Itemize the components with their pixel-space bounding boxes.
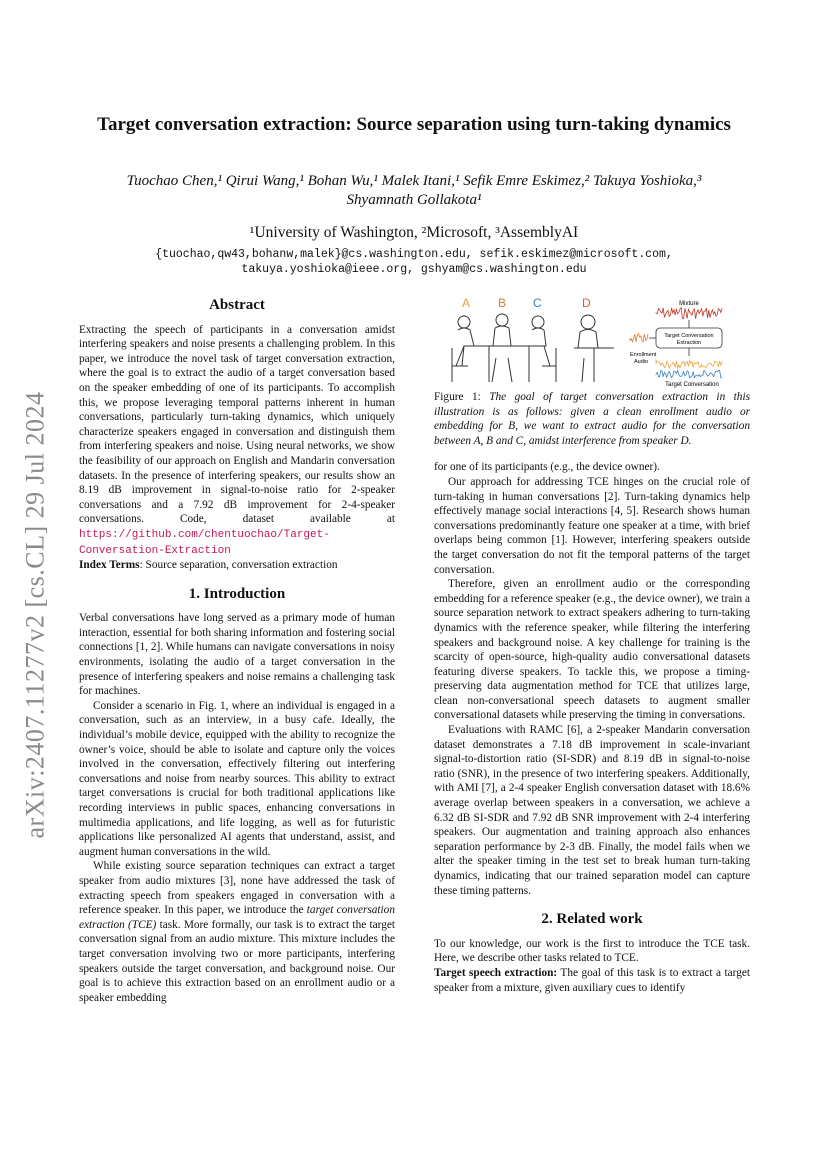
code-dataset-link[interactable]: https://github.com/chentuochao/Target-Conversation-Extraction [79, 528, 330, 557]
right-column [434, 298, 750, 995]
tce-term: target conversation extraction (TCE) [79, 904, 395, 931]
speaker-c-label: C [533, 298, 542, 310]
abstract-heading: Abstract [209, 297, 265, 313]
index-terms-label: Index Terms [79, 559, 140, 572]
right-paragraph-3: Evaluations with RAMC [6], a 2-speaker Mandarin conversation dataset demonstrates a 7.18 dB improvement in scale-invariant signal-to-distortion ratio (SI-SDR) and 8.19 dB in signal-to-noise ratio (SNR), in the presence of two interfering speakers. Additionally, with AMI [7], a 2-4 speaker English conversation dataset with 18.6% average overlap between speakers in a conversation, we achieve a 6.32 dB SI-SDR and 7.92 dB SNR improvement with 2-4 interfering speakers. Our augmentation and training approach also enhances separation performance by 2-3 dB. Finally, the model fails when we alter the speaker timing in the test set to break human turn-taking dynamics, indicating that our trained separation model can capture these timing patterns. [434, 724, 750, 897]
authors-line-1: Tuochao Chen,¹ Qirui Wang,¹ Bohan Wu,¹ Malek Itani,¹ Sefik Emre Eskimez,² Takuya Yoshioka,³ [126, 173, 702, 189]
speaker-d-label: D [582, 298, 591, 310]
output-waveform-a [656, 360, 722, 368]
authors-line-2: Shyamnath Gollakota¹ [346, 192, 482, 208]
related-work-heading: 2. Related work [541, 911, 643, 928]
enrollment-label-line-2: Audio [634, 359, 649, 365]
intro-paragraph-3: While existing source separation techniques can extract a target speaker from audio mixtures [3], none have addressed the task of extracting speech from speakers engaged in conversation with a reference speaker. In this paper, we introduce the target conversation extraction (TCE) task. More formally, our task is to extract the target conversation signal from an audio mixture. This mixture includes the target conversation involving two or more participants, interfering speakers outside the target conversation, and background noise. Our goal is to achieve this extraction based on an enrollment audio or a speaker embedding [79, 860, 395, 1004]
conversation-illustration-svg [434, 298, 750, 390]
emails-line-1: {tuochao,qw43,bohanw,malek}@cs.washington.edu, sefik.eskimez@microsoft.com, [155, 248, 673, 261]
speaker-a-label: A [462, 298, 471, 310]
paper-title: Target conversation extraction: Source separation using turn-taking dynamics [97, 114, 731, 135]
right-paragraph-1: Our approach for addressing TCE hinges on the crucial role of turn-taking in human conversations [2]. Turn-taking dynamics help effectively manage social interactions [4, 5]. Research shows human conversations predominantly feature one speaker at a time, with brief overlaps being common [1]. However, interfering speakers outside the target conversation do not fit the temporal patterns of the target conversation. [434, 475, 750, 576]
figure-1-caption: Figure 1: The goal of target conversation extraction in this illustration is as follows: given a clean enrollment audio or embedding for B, we want to extract audio for the conversation between A, B and C, amidst interference from speaker D. [434, 391, 750, 447]
people-at-table-drawing [452, 314, 614, 382]
arxiv-sidebar-stamp [18, 380, 52, 850]
abstract-text: Extracting the speech of participants in a conversation amidst interfering speakers and noise presents a challenging problem. In this paper, we introduce the novel task of target conversation extraction, where the goal is to extract the audio of a target conversation based on the speaker embedding of one of its participants. To accomplish this, we propose leveraging temporal patterns inherent in human conversations, particularly turn-taking dynamics, which uniquely characterize speakers engaged in conversation and distinguish them from interfering speakers and noise. Using neural networks, we show the feasibility of our approach on English and Mandarin conversation datasets. In the presence of interfering speakers, our results show an 8.19 dB improvement in signal-to-noise ratio for 2-speaker conversations and a 7.92 dB improvement for 2-4-speaker conversations. Code, dataset available at https://github.com/chentuochao/Target-Conversation-Extraction [79, 323, 395, 557]
intro-paragraph-1: Verbal conversations have long served as a primary mode of human interaction, essential for both sharing information and fostering social connections [1, 2]. While humans can navigate conversations in noisy environments, isolating the audio of a target conversation in the presence of interfering speakers and noise remains a challenging task for machines. [79, 612, 395, 698]
target-speech-extraction-label: Target speech extraction: [434, 966, 558, 979]
caption-prefix: Figure 1: [434, 391, 481, 403]
mixture-waveform [656, 308, 722, 319]
author-emails [70, 247, 758, 277]
output-waveform-c [656, 370, 722, 378]
box-label-line-2: Extraction [676, 340, 702, 346]
output-label: Target Conversation [665, 382, 719, 388]
right-paragraph-0: for one of its participants (e.g., the device owner). [434, 461, 660, 474]
intro-paragraph-2: Consider a scenario in Fig. 1, where an individual is engaged in a conversation, such as an interview, in a busy cafe. Ideally, the individual’s mobile device, equipped with the ability to recognize the owner’s voice, should be able to isolate and capture only the voices involved in the conversation, effectively filtering out interfering conversations and noise from nearby sources. This ability to extract target conversations is crucial for both traditional applications like recording interviews in public spaces, enhancing conversations in multimedia applications, and life logging, as well as for futuristic applications like personalized AI agents that understand, assist, and augment human conversations in the wild. [79, 699, 395, 858]
enrollment-label-line-1: Enrollment [630, 352, 657, 358]
related-work-paragraph-2: Target speech extraction: The goal of this task is to extract a target speaker from a mixture, given auxiliary cues to identify [434, 966, 750, 994]
left-column [79, 298, 395, 1005]
enrollment-waveform [630, 334, 648, 342]
intro-heading: 1. Introduction [188, 585, 286, 602]
affiliations: ¹University of Washington, ²Microsoft, ³AssemblyAI [249, 224, 579, 241]
related-work-paragraph-1: To our knowledge, our work is the first to introduce the TCE task. Here, we describe other tasks related to TCE. [434, 937, 750, 965]
right-paragraph-2: Therefore, given an enrollment audio or the corresponding embedding for a reference speaker (e.g., the device owner), we train a source separation network to extract speakers adhering to turn-taking dynamics with the reference speaker, while filtering the interfering speakers and background noise. A key challenge for training is the scarcity of open-source, high-quality audio conversational datasets featuring diverse speakers. To tackle this, we propose a timing-preserving data augmentation method for TCE that utilizes large, clean non-conversational speech datasets to augment smaller conversational datasets while preserving the timing in conversations. [434, 578, 750, 722]
mixture-label: Mixture [679, 301, 699, 307]
arxiv-id-text: arXiv:2407.11277v2 [cs.CL] 29 Jul 2024 [20, 391, 49, 839]
box-label-line-1: Target Conversation [664, 333, 714, 339]
index-terms: Index Terms: Source separation, conversation extraction [79, 559, 338, 572]
speaker-b-label: B [498, 298, 507, 310]
figure-1-illustration [434, 298, 750, 390]
author-list [70, 172, 758, 210]
emails-line-2: takuya.yoshioka@ieee.org, gshyam@cs.washington.edu [241, 263, 587, 276]
